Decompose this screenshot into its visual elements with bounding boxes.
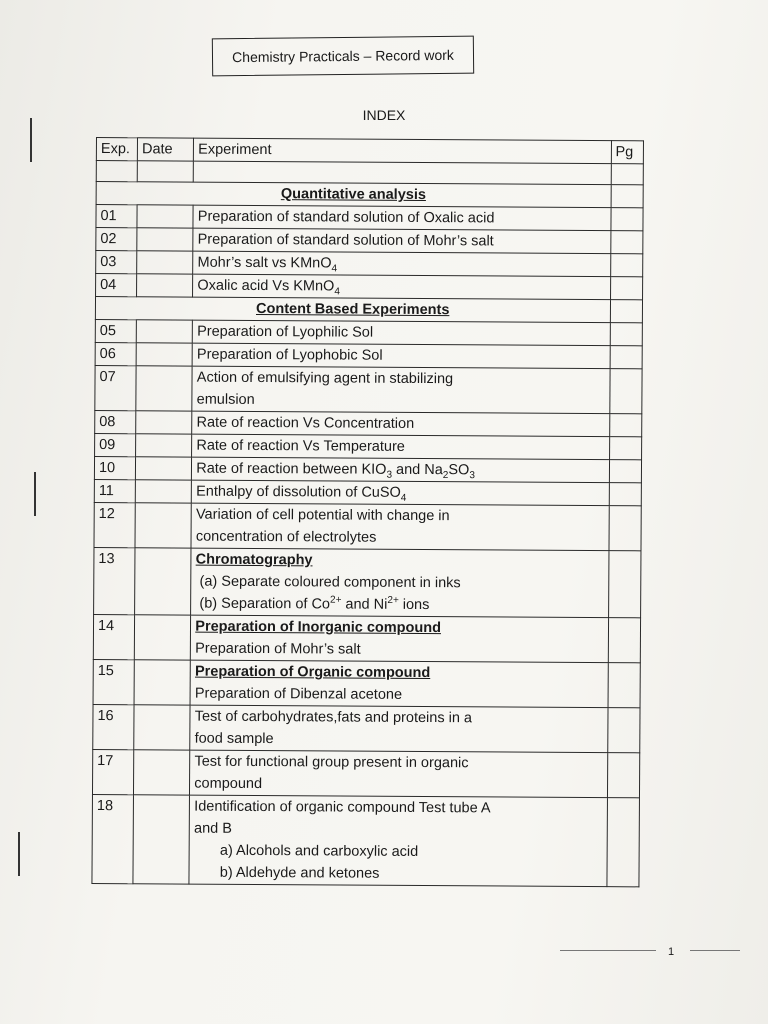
experiment-title: Preparation of standard solution of Mohr’s salt bbox=[193, 228, 610, 254]
exp-number: 12 bbox=[94, 502, 135, 547]
exp-number: 13 bbox=[94, 547, 135, 614]
experiment-title: Test of carbohydrates,fats and proteins in a food sample bbox=[190, 705, 608, 753]
column-header-exp: Exp. bbox=[96, 138, 137, 161]
exp-number: 09 bbox=[95, 433, 136, 456]
exp-number: 05 bbox=[95, 319, 136, 342]
exp-number: 16 bbox=[93, 704, 134, 749]
table-row bbox=[93, 659, 640, 707]
experiment-title: Preparation of Lyophobic Sol bbox=[192, 343, 609, 369]
exp-number: 02 bbox=[96, 228, 137, 251]
table-row bbox=[94, 502, 641, 550]
table-row bbox=[96, 205, 643, 231]
exp-number: 10 bbox=[94, 456, 135, 479]
table-row bbox=[95, 410, 642, 436]
experiment-title: Preparation of Lyophilic Sol bbox=[193, 320, 610, 346]
experiment-title: Test for functional group present in organic compound bbox=[190, 750, 608, 798]
column-header-date: Date bbox=[137, 138, 193, 161]
experiment-title: Chromatography (a) Separate coloured component in inks (b) Separation of $Co^{2+}$ and $Ni^{2+}$ ions bbox=[191, 548, 609, 618]
margin-mark bbox=[34, 472, 36, 516]
table-section-row bbox=[96, 182, 643, 208]
exp-number: 07 bbox=[95, 365, 136, 410]
experiment-title: Preparation of Inorganic compound Preparation of Mohr’s salt bbox=[191, 615, 609, 663]
exp-number: 15 bbox=[93, 659, 134, 704]
experiment-title: Variation of cell potential with change in concentration of electrolytes bbox=[191, 503, 609, 551]
table-row bbox=[92, 794, 640, 886]
table-row bbox=[94, 479, 641, 505]
experiment-heading: Preparation of Organic compound bbox=[194, 663, 431, 682]
exp-number: 18 bbox=[92, 794, 134, 883]
title-box bbox=[212, 36, 474, 77]
table-row bbox=[93, 704, 640, 752]
table-row bbox=[93, 614, 640, 662]
experiment-heading: Chromatography bbox=[195, 551, 313, 569]
experiment-title: Mohr’s salt vs KMnO$_4$ bbox=[193, 251, 610, 277]
section-content-based-experiments: Content Based Experiments bbox=[95, 297, 610, 323]
margin-mark bbox=[30, 118, 32, 162]
exp-number: 03 bbox=[96, 251, 137, 274]
exp-number: 11 bbox=[94, 479, 135, 502]
experiment-heading: Preparation of Inorganic compound bbox=[195, 618, 442, 637]
table-row bbox=[96, 274, 643, 300]
table-row bbox=[95, 342, 642, 368]
table-row bbox=[94, 547, 641, 617]
footer-rule-right bbox=[690, 950, 740, 951]
experiment-title: Enthalpy of dissolution of CuSO$_4$ bbox=[192, 480, 609, 506]
table-section-row bbox=[95, 297, 642, 323]
table-row bbox=[96, 228, 643, 254]
table-row bbox=[95, 433, 642, 459]
document-title: Chemistry Practicals – Record work bbox=[232, 46, 454, 66]
table-row bbox=[92, 749, 639, 797]
footer-rule-left bbox=[560, 950, 656, 951]
table-header-row bbox=[96, 138, 643, 164]
exp-number: 06 bbox=[95, 342, 136, 365]
margin-mark bbox=[18, 832, 20, 876]
experiment-title: Rate of reaction between $KIO_3$ and $Na_2SO_3$ bbox=[192, 457, 609, 483]
exp-number: 04 bbox=[96, 274, 137, 297]
table-row bbox=[94, 456, 641, 482]
page-number: 1 bbox=[668, 946, 675, 958]
experiment-title: Identification of organic compound Test tube A and B a) Alcohols and carboxylic acid b) Aldehyde and ketones bbox=[189, 795, 607, 887]
exp-number: 17 bbox=[92, 749, 133, 794]
exp-number: 01 bbox=[96, 205, 137, 228]
experiment-title: Oxalic acid Vs KMnO$_4$ bbox=[193, 274, 610, 300]
experiment-title: Preparation of standard solution of Oxalic acid bbox=[193, 205, 610, 231]
table-row bbox=[95, 319, 642, 345]
table-row bbox=[96, 251, 643, 277]
experiment-title: Rate of reaction Vs Concentration bbox=[192, 411, 609, 437]
index-heading: INDEX bbox=[362, 107, 406, 123]
index-table bbox=[91, 137, 644, 887]
table-row bbox=[95, 365, 642, 413]
column-header-pg: Pg bbox=[611, 141, 644, 164]
section-quantitative-analysis: Quantitative analysis bbox=[96, 182, 611, 208]
experiment-title: Rate of reaction Vs Temperature bbox=[192, 434, 609, 460]
experiment-title: Preparation of Organic compound Preparation of Dibenzal acetone bbox=[190, 660, 608, 708]
exp-number: 08 bbox=[95, 410, 136, 433]
exp-number: 14 bbox=[93, 614, 134, 659]
column-header-experiment: Experiment bbox=[194, 138, 611, 164]
experiment-title: Action of emulsifying agent in stabilizing emulsion bbox=[192, 366, 610, 414]
